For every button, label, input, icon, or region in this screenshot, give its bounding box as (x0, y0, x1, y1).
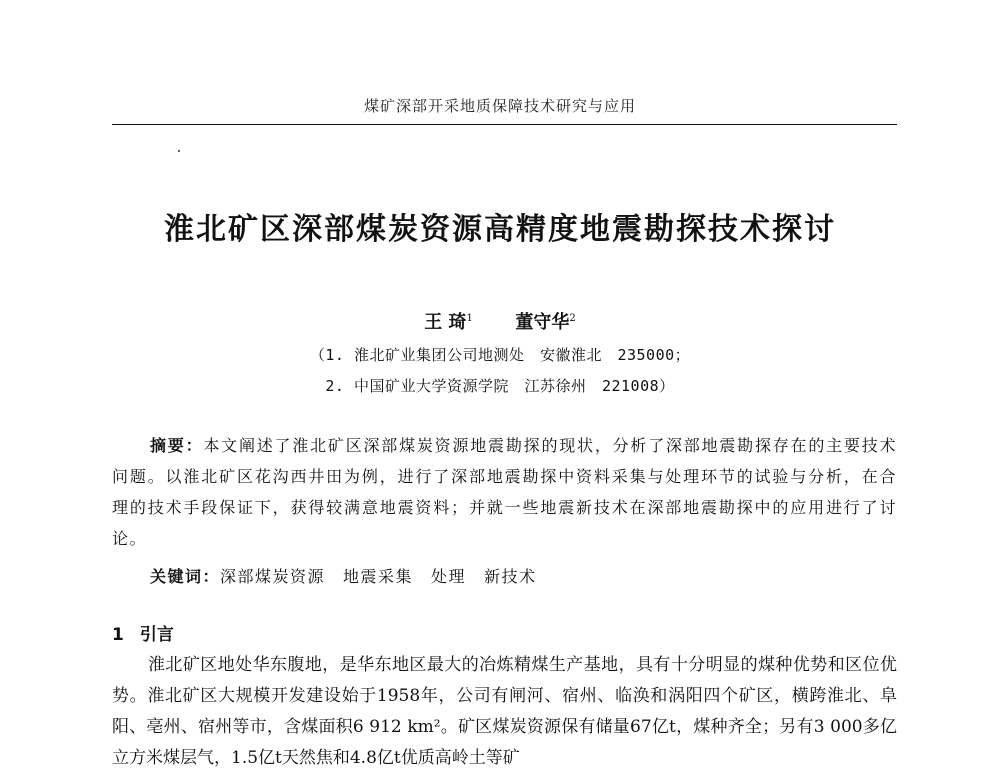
abstract (112, 430, 897, 554)
affiliation-line: （1. 淮北矿业集团公司地测处 安徽淮北 235000； (309, 346, 691, 364)
abstract-label: 摘要： (150, 436, 204, 455)
keyword: 深部煤炭资源 (220, 567, 326, 586)
author-affil-mark: 2 (569, 313, 576, 324)
scan-speck (178, 150, 180, 152)
author-line (0, 308, 1000, 334)
paper-title: 淮北矿区深部煤炭资源高精度地震勘探技术探讨 (164, 212, 836, 247)
keywords-label: 关键词： (150, 567, 221, 586)
header-rule (112, 124, 897, 125)
author-affil-mark: 1 (466, 313, 473, 324)
running-header: 煤矿深部开采地质保障技术研究与应用 (363, 97, 636, 115)
keyword: 新技术 (484, 567, 537, 586)
abstract-text: 本文阐述了淮北矿区深部煤炭资源地震勘探的现状，分析了深部地震勘探存在的主要技术问题。以淮北矿区花沟西井田为例，进行了深部地震勘探中资料采集与处理环节的试验与分析，在合理的技术手段保证下，获得较满意地震资料；并就一些地震新技术在深部地震勘探中的应用进行了讨论。 (112, 436, 897, 548)
keyword: 处理 (431, 567, 467, 586)
section-title: 引言 (139, 625, 174, 645)
section-heading (112, 620, 174, 645)
body-paragraph: 淮北矿区地处华东腹地，是华东地区最大的冶炼精煤生产基地，具有十分明显的煤种优势和区位优势。淮北矿区大规模开发建设始于1958年，公司有闸河、宿州、临涣和涡阳四个矿区，横跨淮北、阜阳、亳州、宿州等市，含煤面积6 912 km²。矿区煤炭资源保有储量67亿t，煤种齐全；另有3 000多亿立方米煤层气，1.5亿t天然焦和4.8亿t优质高岭土等矿 (112, 655, 897, 768)
section-number: 1 (112, 625, 124, 645)
affiliation-line: 2. 中国矿业大学资源学院 江苏徐州 221008） (325, 377, 675, 395)
keywords (150, 564, 555, 587)
author-name: 王 琦 (424, 312, 467, 333)
keyword: 地震采集 (343, 567, 414, 586)
author-name: 董守华 (515, 312, 570, 333)
